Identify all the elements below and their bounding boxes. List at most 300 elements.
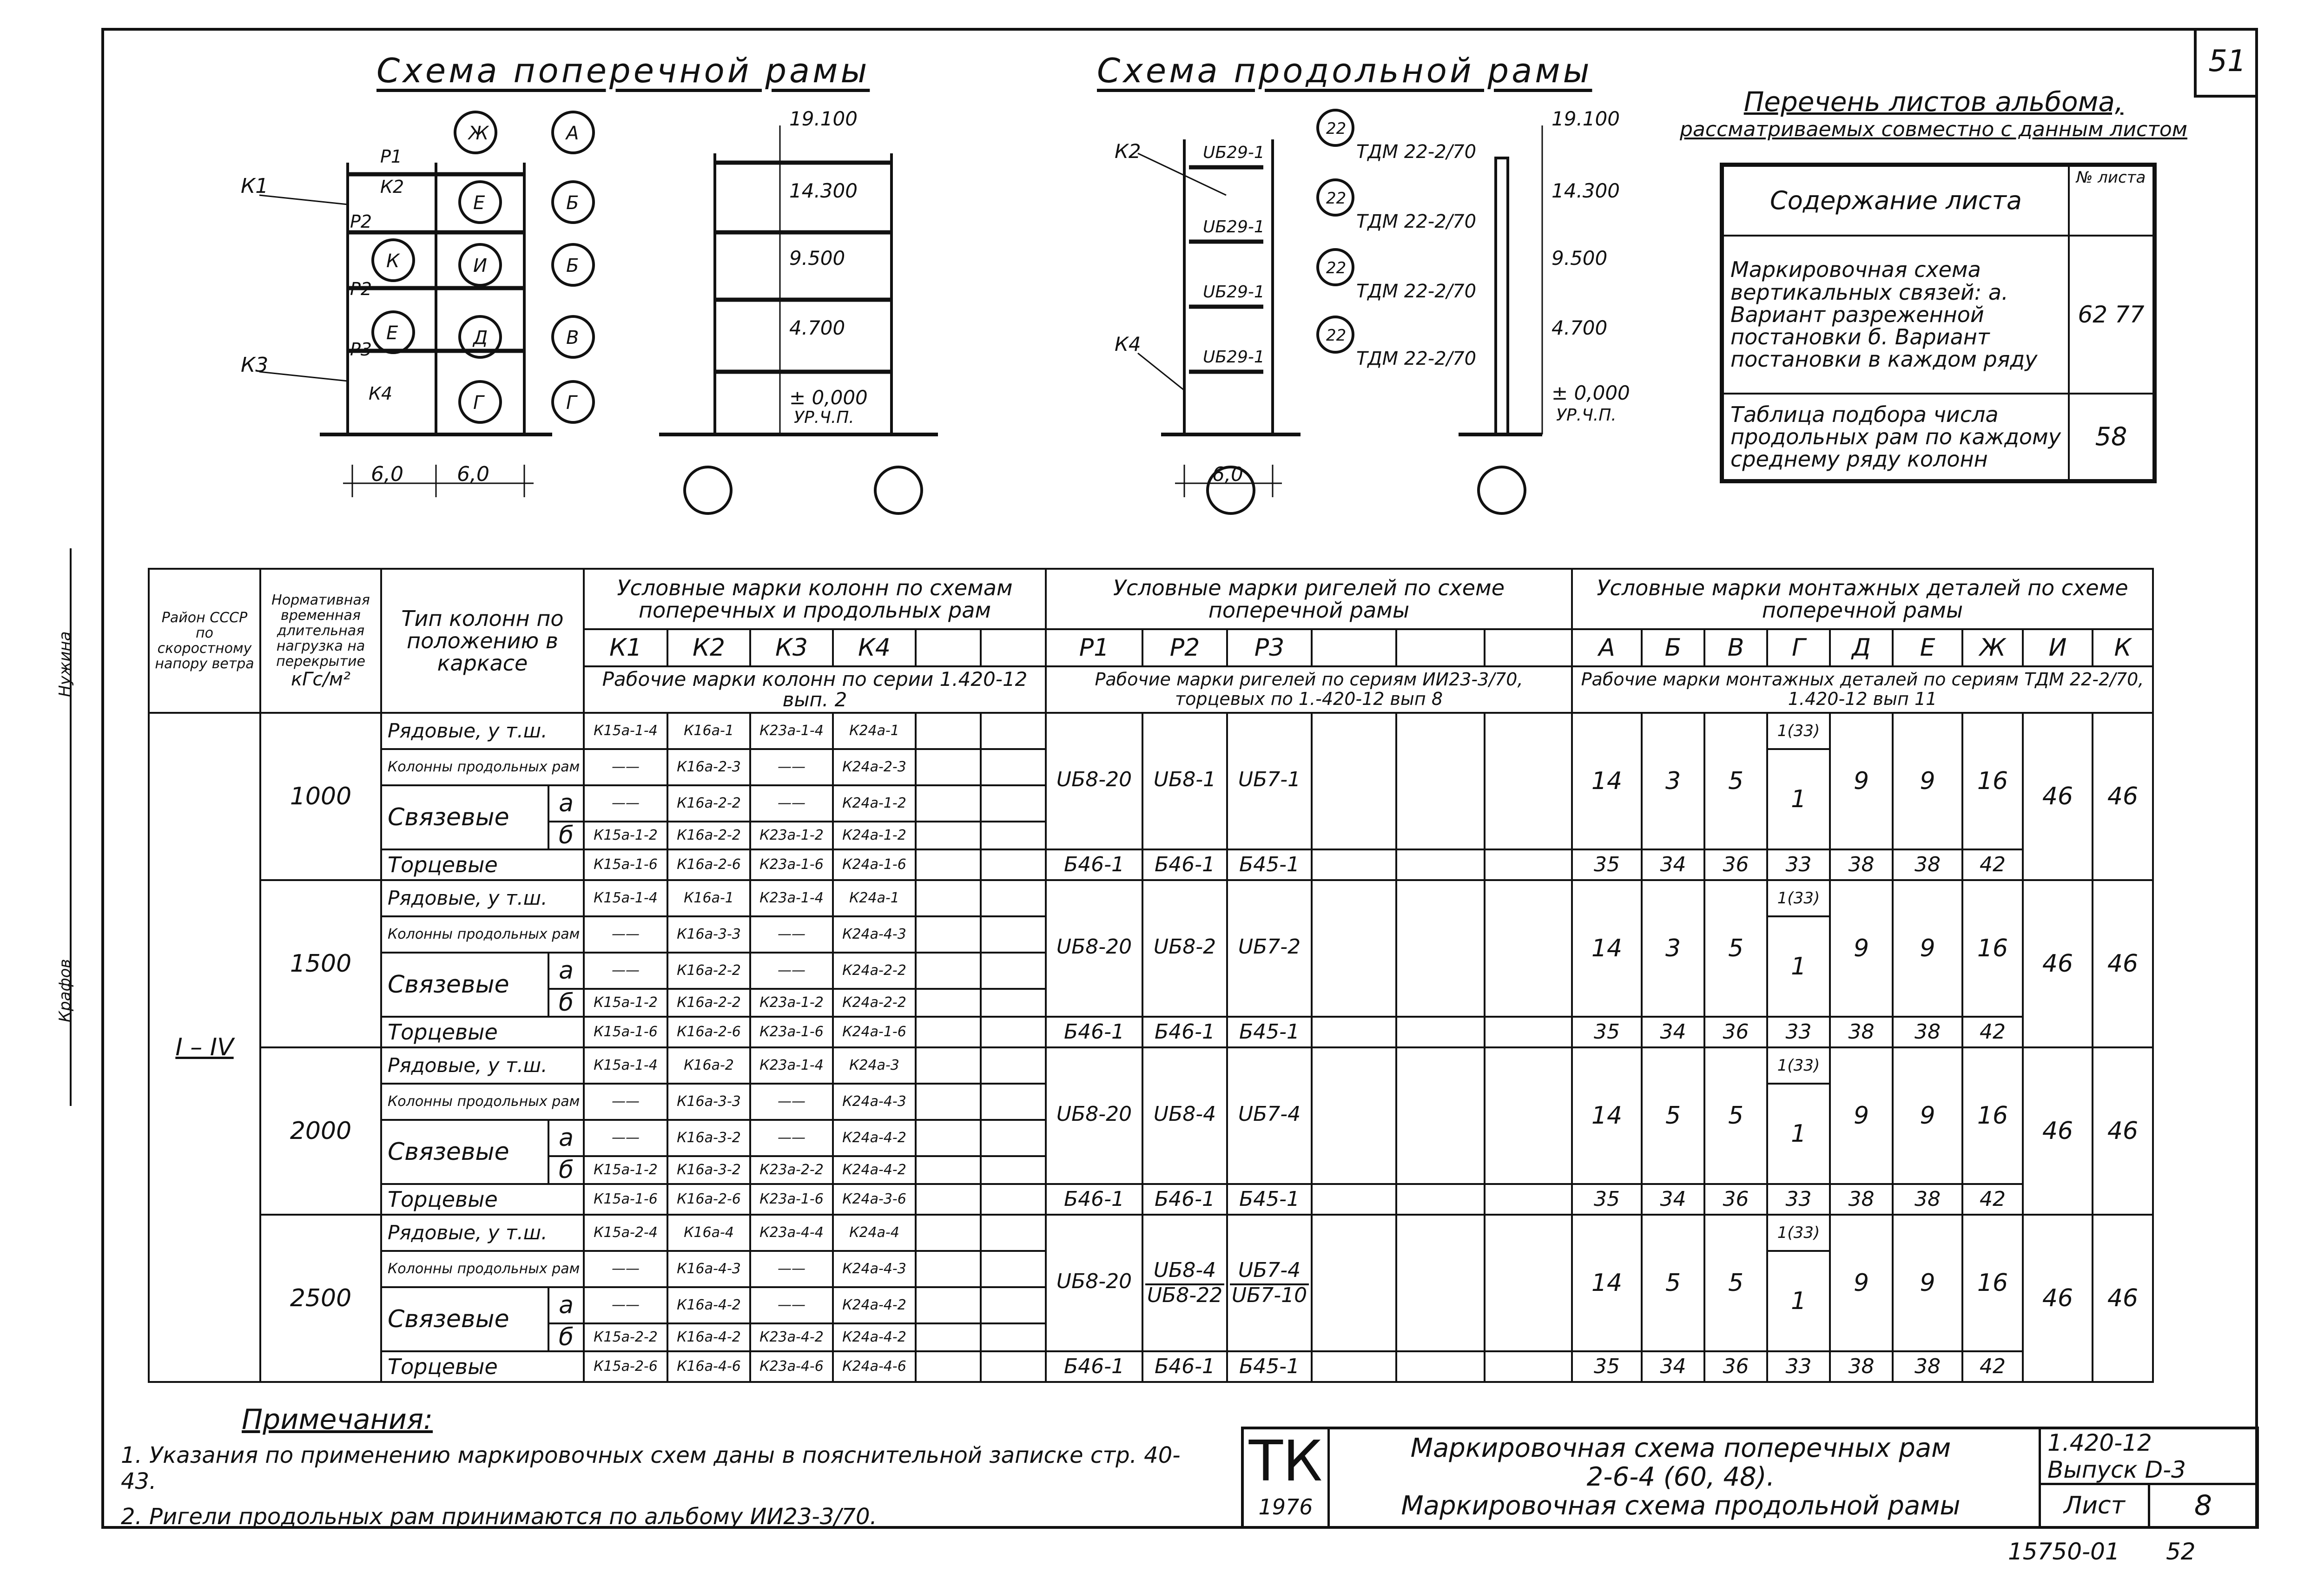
det-mark: 16 [1962, 880, 2023, 1017]
col-mark-k3: —— [750, 916, 833, 953]
beam-mark-p1 [1046, 880, 1142, 1017]
det-mark: 46 [2093, 1215, 2153, 1382]
table-row [149, 849, 2153, 880]
det-mark: 46 [2093, 713, 2153, 880]
det-mark: 16 [1962, 1047, 2023, 1184]
beam-mark-main: UБ7-2 [1238, 935, 1301, 959]
footer-code: 15750-01 [2008, 1538, 2120, 1565]
col-mark-k2: К16а-2-2 [667, 822, 750, 849]
det-mark: 5 [1642, 1047, 1704, 1184]
det-end: 38 [1893, 849, 1962, 880]
col-mark-k4: К24а-1-2 [833, 822, 916, 849]
col-empty [981, 1017, 1046, 1047]
beam-ub29-1: UБ29-1 [1203, 143, 1265, 162]
det-end: 35 [1572, 1017, 1642, 1047]
col-mark-k2: К16а-2 [667, 1047, 750, 1084]
beam-ub29-4: UБ29-1 [1203, 348, 1265, 367]
det-g-main: 1 [1767, 749, 1830, 849]
col-mark-k4: К24а-4-3 [833, 1084, 916, 1120]
col-mark-k4: К24а-4-2 [833, 1156, 916, 1184]
h-beams-series: Рабочие марки ригелей по сериям ИИ23-3/70, торцевых по 1.-420-12 вып 8 [1046, 666, 1572, 713]
longitudinal-section-levels [1552, 107, 1630, 425]
col-empty [981, 822, 1046, 849]
sheet-list-col-number: № листа [2069, 166, 2153, 236]
h-beam-empty-1 [1312, 629, 1396, 666]
node-g: Г [473, 392, 484, 414]
stamp-org-cell [1244, 1429, 1330, 1526]
beam-empty [1485, 1351, 1572, 1382]
col-empty [981, 1251, 1046, 1287]
col-mark-k1: К15а-2-6 [584, 1351, 667, 1382]
l-level-9500: 9.500 [1552, 247, 1608, 270]
h-beams-group: Условные марки ригелей по схеме поперечной рамы [1046, 569, 1572, 629]
col-mark-k1: К15а-1-2 [584, 1156, 667, 1184]
col-mark-k1: —— [584, 1120, 667, 1156]
footer-page: 52 [2166, 1538, 2196, 1565]
det-end: 36 [1704, 1017, 1767, 1047]
col-mark-k2: К16а-1 [667, 713, 750, 749]
det-end: 35 [1572, 1184, 1642, 1215]
h-det-a: А [1572, 629, 1642, 666]
beam-mark-main: UБ8-1 [1153, 768, 1216, 791]
stamp-org: ТК [1248, 1429, 1323, 1494]
col-mark-k2: К16а-2-3 [667, 749, 750, 785]
node-k: К [386, 250, 400, 272]
node-a: А [566, 123, 579, 144]
beam-empty [1312, 713, 1396, 849]
type-long: Колонны продольных рам [381, 749, 584, 785]
det-end: 38 [1830, 1017, 1893, 1047]
table-row [149, 1017, 2153, 1047]
col-empty [981, 1323, 1046, 1351]
beam-mark-p3 [1227, 880, 1312, 1017]
l-level-4700: 4.700 [1552, 316, 1608, 339]
col-mark-k1: К15а-1-6 [584, 849, 667, 880]
beam-mark-p2 [1142, 1047, 1227, 1184]
beam-mark-main: UБ8-4 [1153, 1102, 1216, 1126]
col-empty [916, 1084, 981, 1120]
h-beam-empty-2 [1396, 629, 1485, 666]
stamp-year: 1976 [1258, 1494, 1313, 1520]
col-mark-k3: К23а-1-4 [750, 880, 833, 916]
conn-label-1: ТДМ 22-2/70 [1356, 141, 1477, 163]
det-end: 34 [1642, 1017, 1704, 1047]
note-1: 1. Указания по применению маркировочных схем даны в пояснительной записке стр. 40-43. [121, 1442, 1181, 1494]
beam-empty [1396, 713, 1485, 849]
det-end: 36 [1704, 849, 1767, 880]
type-long: Колонны продольных рам [381, 1251, 584, 1287]
h-details-group: Условные марки монтажных деталей по схеме поперечной рамы [1572, 569, 2153, 629]
conn-label-4: ТДМ 22-2/70 [1356, 348, 1477, 369]
beam-mark-p1 [1046, 1047, 1142, 1184]
col-mark-k3: К23а-4-4 [750, 1215, 833, 1251]
col-mark-k2: К16а-3-3 [667, 916, 750, 953]
type-end: Торцевые [381, 1351, 584, 1382]
beam-empty [1312, 1215, 1396, 1351]
det-mark: 46 [2023, 1047, 2093, 1215]
beam-mark-main: UБ7-4 [1238, 1258, 1301, 1282]
member-k1: К1 [241, 174, 269, 198]
sheet-list-title-2: рассматриваемых совместно с данным листом [1680, 118, 2187, 141]
member-k4: К4 [369, 383, 393, 404]
beam-mark-main: UБ7-4 [1238, 1102, 1301, 1126]
brace-a: а [548, 1287, 584, 1323]
col-mark-k3: К23а-4-2 [750, 1323, 833, 1351]
col-mark-k4: К24а-3-6 [833, 1184, 916, 1215]
det-mark: 9 [1893, 880, 1962, 1017]
det-end: 38 [1830, 1184, 1893, 1215]
transverse-frame-labels [241, 123, 579, 486]
col-mark-k1: —— [584, 916, 667, 953]
longitudinal-frame-drawing [1138, 110, 1353, 513]
t-level-14300: 14.300 [789, 179, 858, 202]
h-det-g: Г [1767, 629, 1830, 666]
col-mark-k3: —— [750, 749, 833, 785]
col-mark-k1: —— [584, 1287, 667, 1323]
node-i: И [473, 255, 487, 276]
beam-end-p3: Б45-1 [1227, 849, 1312, 880]
table-row [149, 1184, 2153, 1215]
type-end: Торцевые [381, 1184, 584, 1215]
region-value: I – IV [149, 713, 260, 1382]
col-empty [981, 1287, 1046, 1323]
node-g2: Г [566, 392, 577, 414]
stamp-series: 1.420-12 [2047, 1429, 2152, 1456]
col-mark-k4: К24а-1-2 [833, 785, 916, 822]
l-level-0: ± 0,000 [1552, 382, 1630, 404]
col-empty [916, 1287, 981, 1323]
beam-end-p1: Б46-1 [1046, 1351, 1142, 1382]
col-empty [981, 1184, 1046, 1215]
col-mark-k2: К16а-4-6 [667, 1351, 750, 1382]
note-2: 2. Ригели продольных рам принимаются по альбому ИИ23-3/70. [121, 1504, 877, 1530]
beam-empty [1396, 1184, 1485, 1215]
det-g-top: 1(33) [1767, 880, 1830, 916]
col-mark-k2: К16а-2-2 [667, 953, 750, 989]
col-mark-k4: К24а-1-6 [833, 1017, 916, 1047]
col-mark-k3: К23а-1-2 [750, 989, 833, 1017]
col-mark-k2: К16а-4 [667, 1215, 750, 1251]
beam-empty [1396, 1351, 1485, 1382]
col-mark-k3: К23а-1-4 [750, 1047, 833, 1084]
det-mark: 14 [1572, 1047, 1642, 1184]
marking-table [148, 568, 2154, 1383]
h-load [260, 569, 381, 713]
conn-22-1: 22 [1326, 119, 1347, 138]
col-mark-k4: К24а-4-6 [833, 1351, 916, 1382]
col-mark-k2: К16а-3-3 [667, 1084, 750, 1120]
col-mark-k1: —— [584, 785, 667, 822]
col-empty [981, 1156, 1046, 1184]
col-empty [916, 749, 981, 785]
col-mark-k1: —— [584, 749, 667, 785]
beam-mark-p2 [1142, 713, 1227, 849]
type-end: Торцевые [381, 849, 584, 880]
col-empty [981, 1047, 1046, 1084]
det-end: 35 [1572, 849, 1642, 880]
conn-label-2: ТДМ 22-2/70 [1356, 211, 1477, 232]
span-long: 6,0 [1212, 463, 1243, 486]
frame-diagrams [101, 93, 1705, 539]
member-k4-long: К4 [1115, 333, 1141, 355]
beam-empty [1312, 1047, 1396, 1184]
beam-empty [1396, 1017, 1485, 1047]
l-level-14300: 14.300 [1552, 179, 1620, 202]
col-empty [916, 713, 981, 749]
det-mark: 3 [1642, 713, 1704, 849]
det-end: 38 [1893, 1017, 1962, 1047]
col-empty [981, 953, 1046, 989]
col-mark-k4: К24а-4-2 [833, 1287, 916, 1323]
beam-empty [1485, 880, 1572, 1017]
table-row [149, 1047, 2153, 1084]
det-mark: 9 [1830, 1215, 1893, 1351]
stamp-title-2: 2-6-4 (60, 48). [1586, 1462, 1775, 1492]
det-mark: 9 [1893, 713, 1962, 849]
t-level-floor: УР.Ч.П. [794, 408, 854, 427]
det-mark: 16 [1962, 713, 2023, 849]
col-empty [916, 880, 981, 916]
col-empty [981, 1215, 1046, 1251]
det-end: 33 [1767, 1351, 1830, 1382]
stamp-issue: Выпуск D-3 [2047, 1456, 2186, 1483]
col-mark-k3: —— [750, 1251, 833, 1287]
col-mark-k4: К24а-1-6 [833, 849, 916, 880]
node-e2: Е [386, 322, 398, 344]
beam-mark-main: UБ8-20 [1056, 768, 1132, 791]
col-mark-k1: К15а-1-6 [584, 1184, 667, 1215]
type-ordinary: Рядовые, у т.ш. [381, 713, 584, 749]
col-mark-k1: К15а-1-4 [584, 713, 667, 749]
h-det-zh: Ж [1962, 629, 2023, 666]
member-p3: Р3 [350, 339, 372, 360]
col-mark-k1: К15а-1-2 [584, 822, 667, 849]
det-g-main: 1 [1767, 1251, 1830, 1351]
col-mark-k3: К23а-4-6 [750, 1351, 833, 1382]
l-level-19100: 19.100 [1552, 107, 1620, 130]
col-empty [916, 1017, 981, 1047]
det-mark: 14 [1572, 713, 1642, 849]
margin-label-2: Крафов [56, 959, 74, 1022]
l-level-floor: УР.Ч.П. [1556, 406, 1617, 425]
stamp-title-1: Маркировочная схема поперечных рам [1410, 1433, 1951, 1463]
det-end: 33 [1767, 1184, 1830, 1215]
col-mark-k3: К23а-1-2 [750, 822, 833, 849]
member-p1: Р1 [380, 146, 403, 167]
col-empty [981, 1084, 1046, 1120]
det-end: 34 [1642, 1351, 1704, 1382]
det-mark: 9 [1893, 1215, 1962, 1351]
col-mark-k4: К24а-2-2 [833, 953, 916, 989]
node-d: Д [473, 327, 488, 349]
det-mark: 5 [1704, 1047, 1767, 1184]
col-empty [981, 785, 1046, 822]
col-empty [916, 1156, 981, 1184]
col-empty [981, 849, 1046, 880]
col-empty [916, 916, 981, 953]
type-ordinary: Рядовые, у т.ш. [381, 1047, 584, 1084]
h-beam-p1: Р1 [1046, 629, 1142, 666]
beam-end-p1: Б46-1 [1046, 1017, 1142, 1047]
col-empty [981, 880, 1046, 916]
beam-empty [1312, 880, 1396, 1017]
table-row [149, 880, 2153, 916]
col-mark-k4: К24а-3 [833, 1047, 916, 1084]
corner-sheet-number: 51 [2194, 28, 2258, 98]
col-empty [981, 1120, 1046, 1156]
col-mark-k1: —— [584, 1251, 667, 1287]
det-end: 36 [1704, 1184, 1767, 1215]
h-details-series: Рабочие марки монтажных деталей по сериям ТДМ 22-2/70, 1.420-12 вып 11 [1572, 666, 2153, 713]
longitudinal-section-drawing [1459, 125, 1542, 513]
beam-mark-p2 [1142, 880, 1227, 1017]
sheet-list-row-2-content: Таблица подбора числа продольных рам по каждому среднему ряду колонн [1723, 394, 2069, 480]
beam-mark-p1 [1046, 1215, 1142, 1351]
h-col-k1: К1 [584, 629, 667, 666]
col-mark-k1: К15а-1-6 [584, 1017, 667, 1047]
type-brace: Связевые [381, 1287, 548, 1351]
col-empty [981, 916, 1046, 953]
sheet-list-title [1664, 86, 2203, 141]
col-mark-k4: К24а-2-3 [833, 749, 916, 785]
beam-ub29-2: UБ29-1 [1203, 217, 1265, 237]
det-mark: 46 [2023, 713, 2093, 880]
stamp-sheet-value: 8 [2194, 1489, 2212, 1522]
col-mark-k2: К16а-1 [667, 880, 750, 916]
col-mark-k3: К23а-1-6 [750, 849, 833, 880]
sheet-list-row-1-numbers: 62 77 [2069, 236, 2153, 394]
member-k2-long: К2 [1115, 140, 1141, 163]
member-p2: Р2 [350, 211, 372, 232]
col-empty [916, 785, 981, 822]
col-empty [916, 1251, 981, 1287]
beam-empty [1312, 849, 1396, 880]
node-zh: Ж [469, 123, 489, 144]
det-end: 34 [1642, 1184, 1704, 1215]
det-end: 35 [1572, 1351, 1642, 1382]
beam-empty [1312, 1184, 1396, 1215]
h-col-empty-1 [916, 629, 981, 666]
col-mark-k3: —— [750, 1084, 833, 1120]
t-level-9500: 9.500 [789, 247, 845, 270]
beam-mark-main: UБ8-20 [1056, 1102, 1132, 1126]
det-end: 42 [1962, 849, 2023, 880]
h-col-k4: К4 [833, 629, 916, 666]
col-empty [916, 849, 981, 880]
transverse-frame-drawing [259, 112, 594, 497]
load-value: 2500 [260, 1215, 381, 1382]
det-mark: 46 [2093, 880, 2153, 1047]
beam-end-p1: Б46-1 [1046, 1184, 1142, 1215]
t-level-0: ± 0,000 [789, 386, 868, 409]
det-g-top: 1(33) [1767, 1215, 1830, 1251]
conn-22-2: 22 [1326, 189, 1347, 208]
col-empty [916, 1120, 981, 1156]
h-load-text: Нормативная временная длительная нагрузка на перекрытие [271, 592, 370, 670]
h-load-unit: кГс/м² [290, 668, 351, 690]
brace-b: б [548, 1323, 584, 1351]
col-mark-k2: К16а-3-2 [667, 1120, 750, 1156]
beam-empty [1485, 1184, 1572, 1215]
det-mark: 14 [1572, 880, 1642, 1017]
col-mark-k1: —— [584, 953, 667, 989]
beam-empty [1312, 1017, 1396, 1047]
det-end: 42 [1962, 1017, 2023, 1047]
brace-a: а [548, 785, 584, 822]
det-g-top: 1(33) [1767, 713, 1830, 749]
col-mark-k3: К23а-1-6 [750, 1017, 833, 1047]
col-empty [916, 989, 981, 1017]
det-mark: 9 [1830, 880, 1893, 1017]
col-mark-k3: —— [750, 1287, 833, 1323]
beam-end-p2: Б46-1 [1142, 1017, 1227, 1047]
col-mark-k4: К24а-4-2 [833, 1120, 916, 1156]
h-col-empty-2 [981, 629, 1046, 666]
longitudinal-frame-labels [1115, 119, 1476, 486]
beam-empty [1396, 1215, 1485, 1351]
h-beam-p3: Р3 [1227, 629, 1312, 666]
beam-end-p3: Б45-1 [1227, 1351, 1312, 1382]
beam-empty [1485, 1047, 1572, 1184]
beam-empty [1312, 1351, 1396, 1382]
member-k2: К2 [380, 177, 404, 197]
col-empty [916, 1323, 981, 1351]
beam-mark-main: UБ7-1 [1238, 768, 1301, 791]
type-brace: Связевые [381, 1120, 548, 1184]
sheet-list-table [1720, 163, 2157, 483]
beam-end-p3: Б45-1 [1227, 1184, 1312, 1215]
beam-mark-main: UБ8-20 [1056, 935, 1132, 959]
beam-empty [1485, 1017, 1572, 1047]
col-empty [916, 1215, 981, 1251]
col-mark-k3: К23а-1-4 [750, 713, 833, 749]
det-mark: 46 [2023, 1215, 2093, 1382]
col-mark-k2: К16а-4-2 [667, 1287, 750, 1323]
beam-end-p2: Б46-1 [1142, 1184, 1227, 1215]
h-det-k: К [2093, 629, 2153, 666]
member-k3: К3 [241, 353, 269, 377]
det-end: 42 [1962, 1351, 2023, 1382]
h-columns-series: Рабочие марки колонн по серии 1.420-12 вып. 2 [584, 666, 1046, 713]
det-end: 33 [1767, 849, 1830, 880]
h-det-e: Е [1893, 629, 1962, 666]
beam-end-p2: Б46-1 [1142, 1351, 1227, 1382]
sheet-list-row-2-numbers: 58 [2069, 394, 2153, 480]
h-type: Тип колонн по положению в каркасе [381, 569, 584, 713]
brace-b: б [548, 822, 584, 849]
det-g-main: 1 [1767, 1084, 1830, 1184]
span-2: 6,0 [457, 462, 489, 486]
col-mark-k2: К16а-3-2 [667, 1156, 750, 1184]
conn-22-4: 22 [1326, 326, 1347, 345]
col-empty [916, 1184, 981, 1215]
transverse-frame-title: Схема поперечной рамы [376, 51, 870, 90]
col-mark-k2: К16а-2-6 [667, 1017, 750, 1047]
det-mark: 5 [1704, 880, 1767, 1017]
conn-22-3: 22 [1326, 259, 1347, 277]
det-end: 33 [1767, 1017, 1830, 1047]
beam-empty [1485, 1215, 1572, 1351]
type-ordinary: Рядовые, у т.ш. [381, 1215, 584, 1251]
node-b2: Б [566, 255, 579, 276]
longitudinal-frame-title: Схема продольной рамы [1097, 51, 1592, 90]
t-level-19100: 19.100 [789, 107, 858, 130]
col-mark-k3: —— [750, 1120, 833, 1156]
col-mark-k4: К24а-2-2 [833, 989, 916, 1017]
sheet-list-title-1: Перечень листов альбома, [1743, 86, 2124, 118]
det-mark: 3 [1642, 880, 1704, 1017]
sheet-list-col-content: Содержание листа [1723, 166, 2069, 236]
